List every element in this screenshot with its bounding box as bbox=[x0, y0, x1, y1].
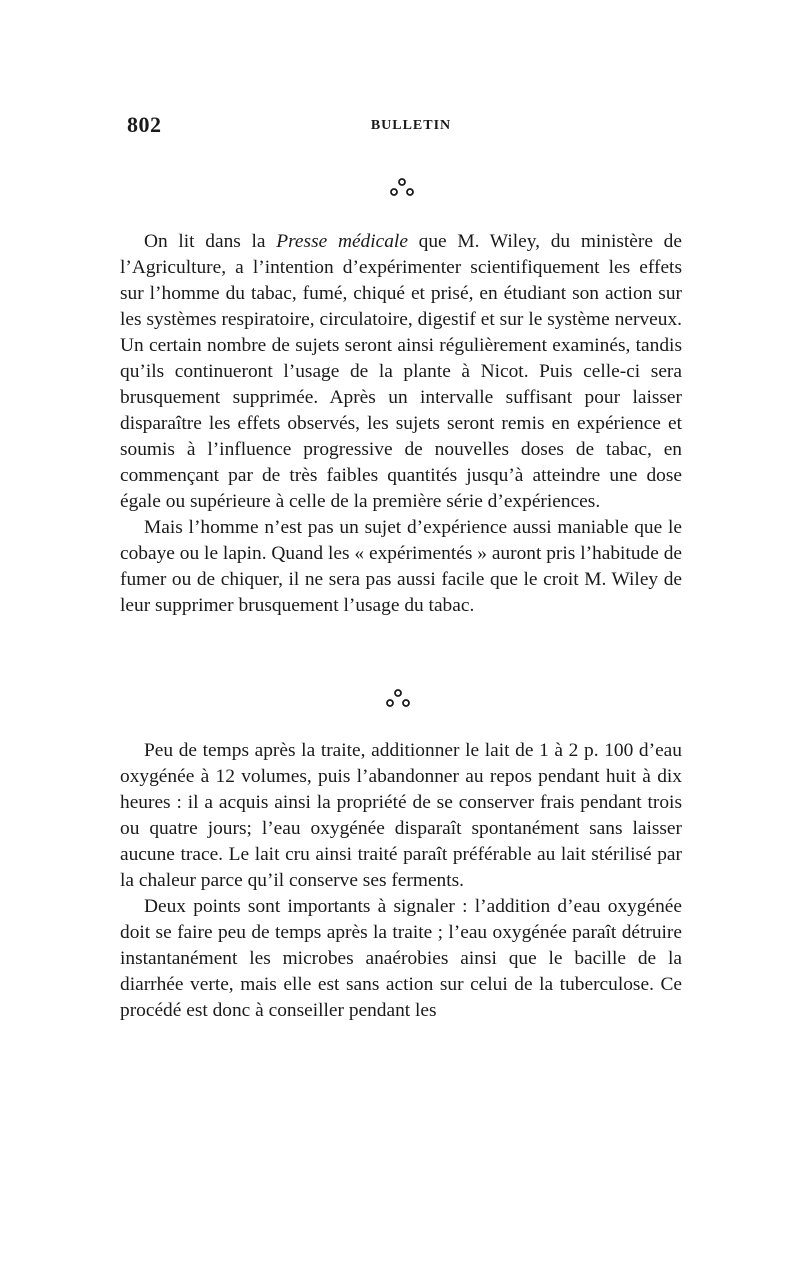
paragraph: Mais l’homme n’est pas un sujet d’expérience aussi maniable que le cobaye ou le lapin. Quand les « expérimentés » auront pris l’habitude de fumer ou de chiquer, il ne sera pas aussi facile que le croit M. Wiley de leur supprimer brusquement l’usage du tabac. bbox=[120, 517, 682, 616]
section-tobacco bbox=[120, 229, 682, 619]
paragraph: On lit dans la Presse médicale que M. Wiley, du ministère de l’Agriculture, a l’intention d’expérimenter scientifiquement les effets sur l’homme du tabac, fumé, chiqué et prisé, en étudiant son action sur les systèmes respiratoire, circulatoire, digestif et sur le système nerveux. Un certain nombre de sujets seront ainsi régulièrement examinés, tandis qu’ils continueront l’usage de la plante à Nicot. Puis celle-ci sera brusquement supprimée. Après un intervalle suffisant pour laisser disparaître les effets observés, les sujets seront remis en expérience et soumis à l’influence progressive de nouvelles doses de tabac, en commençant par de très faibles quantités jusqu’à atteindre une dose égale ou supérieure à celle de la première série d’expériences. bbox=[120, 231, 682, 512]
page-number: 802 bbox=[127, 112, 162, 137]
asterism-icon bbox=[378, 686, 418, 712]
running-title: BULLETIN bbox=[370, 118, 452, 133]
journal-title: Presse médicale bbox=[276, 231, 408, 252]
paragraph: Peu de temps après la traite, additionner le lait de 1 à 2 p. 100 d’eau oxygénée à 12 volumes, puis l’abandonner au repos pendant huit à dix heures : il a acquis ainsi la propriété de se conserver frais pendant trois ou quatre jours; l’eau oxygénée disparaît spontanément sans laisser aucune trace. Le lait cru ainsi traité paraît préférable au lait stérilisé par la chaleur parce qu’il conserve ses ferments. bbox=[120, 740, 682, 891]
asterism-icon bbox=[382, 175, 422, 201]
paragraph: Deux points sont importants à signaler : l’addition d’eau oxygénée doit se faire peu de temps après la traite ; l’eau oxygénée paraît détruire instantanément les microbes anaérobies ainsi que le bacille de la diarrhée verte, mais elle est sans action sur celui de la tuberculose. Ce procédé est donc à conseiller pendant les bbox=[120, 896, 682, 1021]
section-milk bbox=[120, 738, 682, 1024]
page-header bbox=[120, 112, 680, 142]
